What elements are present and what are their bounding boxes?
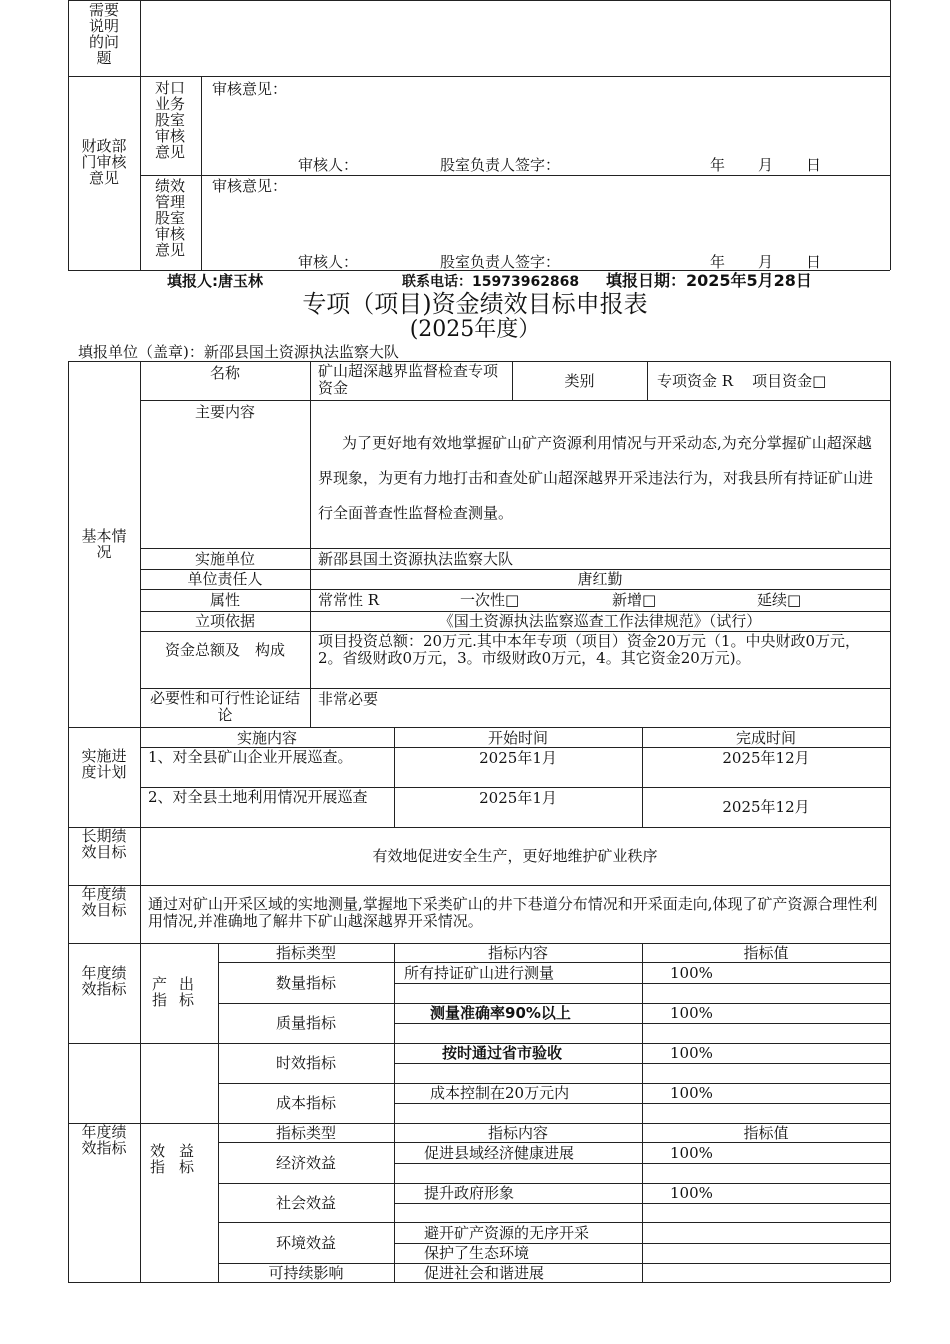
filing-unit: 填报单位（盖章)：新邵县国土资源执法监察大队 [78,343,399,361]
indicator-type: 可持续影响 [268,1264,344,1282]
name-value: 矿山超深越界监督检查专项资金 [318,362,499,397]
filing-date: 填报日期：2025年5月28日 [606,271,812,290]
indicator-header: 指标值 [743,1124,789,1142]
day-label: 日 [806,156,822,174]
reviewer-label: 审核人： [298,156,359,174]
dept-review-label: 对口业务股室审核意见 [154,79,185,161]
month-label: 月 [758,156,774,174]
indicator-value: 100% [670,1044,713,1062]
finance-review-label: 财政部门审核意见 [81,137,127,187]
page-subtitle: (2025年度） [409,317,541,342]
year-label: 年 [710,156,726,174]
filer-name: 填报人:唐玉林 [167,272,263,290]
indicator-content: 避开矿产资源的无序开采 [424,1224,590,1242]
content-label: 主要内容 [194,403,255,421]
funds-label: 资金总额及 构成 [164,641,285,659]
name-label: 名称 [209,364,240,382]
attr-label: 属性 [209,591,240,609]
indicator-type: 环境效益 [275,1234,336,1252]
day-label: 日 [806,253,822,271]
output-section-label: 年度绩效指标 [81,964,127,998]
long-term-label: 长期绩效目标 [81,827,127,861]
schedule-header: 完成时间 [735,729,796,747]
indicator-header: 指标类型 [275,944,336,962]
basis-label: 立项依据 [194,612,255,630]
indicator-type: 时效指标 [275,1054,336,1072]
impl-unit-label: 实施单位 [194,550,255,568]
responsible-value: 唐红勤 [577,570,623,588]
indicator-header: 指标内容 [487,1124,548,1142]
attr-option: 新增□ [612,591,657,609]
attr-option: 延续□ [757,591,802,609]
category-label: 类别 [564,372,595,390]
indicator-value: 100% [670,1084,713,1102]
long-term-value: 有效地促进安全生产，更好地维护矿业秩序 [372,847,658,865]
indicator-type: 质量指标 [275,1014,336,1032]
content-value: 为了更好地有效地掌握矿山矿产资源利用情况与开采动态,为充分掌握矿山超深越界现象，为更有力地打击和查处矿山超深越界开采违法行为，对我县所有持证矿山进行全面普查性监督检查测量。 [318,434,874,522]
basic-section-label: 基本情况 [81,527,127,561]
indicator-value: 100% [670,1004,713,1022]
indicator-content: 保护了生态环境 [424,1244,530,1262]
indicator-content: 促进县域经济健康进展 [424,1144,575,1162]
year-label: 年 [710,253,726,271]
output-group-label: 产出指标 [152,975,207,1009]
indicator-type: 社会效益 [275,1194,336,1212]
necessity-value: 非常必要 [318,690,379,708]
page-title: 专项（项目)资金绩效目标申报表 [302,290,648,318]
benefit-group-label: 效益指标 [149,1142,208,1176]
indicator-header: 指标值 [743,944,789,962]
head-sign-label: 股室负责人签字： [440,156,561,174]
schedule-content: 2、对全县土地利用情况开展巡查 [148,788,368,806]
annual-goal-value: 通过对矿山开采区域的实地测量,掌握地下采类矿山的井下巷道分布情况和开采面走向,体现了矿产资源合理性利用情况,并准确地了解井下矿山越深越界开采情况。 [148,895,878,930]
funds-value: 项目投资总额：20万元.其中本年专项（项目）资金20万元（1。中央财政0万元，2。省级财政0万元，3。市级财政0万元，4。其它资金20万元)。 [318,632,861,667]
indicator-content: 所有持证矿山进行测量 [404,964,555,982]
schedule-header: 开始时间 [487,729,548,747]
attr-option: 常常性 R [318,591,380,609]
review-opinion-text: 审核意见： [212,177,288,195]
category-value: 专项资金 R 项目资金□ [657,372,827,390]
reviewer-label: 审核人： [298,253,359,271]
basis-value: 《国土资源执法监察巡查工作法律规范》（试行） [438,612,762,630]
indicator-content: 测量准确率90%以上 [430,1004,571,1022]
schedule-start: 2025年1月 [479,749,557,767]
schedule-end: 2025年12月 [722,798,810,816]
indicator-header: 指标内容 [487,944,548,962]
filer-phone: 联系电话：15973962868 [402,274,580,290]
benefit-section-label: 年度绩效指标 [81,1123,127,1157]
indicator-type: 经济效益 [275,1154,336,1172]
schedule-header: 实施内容 [236,729,297,747]
notes-label: 需要说明的问题 [88,1,119,67]
month-label: 月 [758,253,774,271]
annual-goal-label: 年度绩效目标 [81,885,127,919]
indicator-value: 100% [670,964,713,982]
review-opinion-text: 审核意见： [212,80,288,98]
indicator-value: 100% [670,1144,713,1162]
responsible-label: 单位责任人 [187,570,263,588]
schedule-content: 1、对全县矿山企业开展巡查。 [148,748,353,766]
indicator-content: 按时通过省市验收 [442,1044,563,1062]
attr-option: 一次性□ [460,591,520,609]
head-sign-label: 股室负责人签字： [440,253,561,271]
schedule-start: 2025年1月 [479,789,557,807]
indicator-type: 数量指标 [275,974,336,992]
schedule-section-label: 实施进度计划 [81,747,127,781]
indicator-content: 促进社会和谐进展 [424,1264,545,1282]
indicator-header: 指标类型 [275,1124,336,1142]
perf-review-label: 绩效管理股室审核意见 [154,177,185,259]
indicator-value: 100% [670,1184,713,1202]
necessity-label: 必要性和可行性论证结论 [150,689,301,724]
indicator-content: 提升政府形象 [424,1184,515,1202]
schedule-end: 2025年12月 [722,749,810,767]
indicator-content: 成本控制在20万元内 [430,1084,570,1102]
impl-unit-value: 新邵县国土资源执法监察大队 [318,550,514,568]
indicator-type: 成本指标 [275,1094,336,1112]
